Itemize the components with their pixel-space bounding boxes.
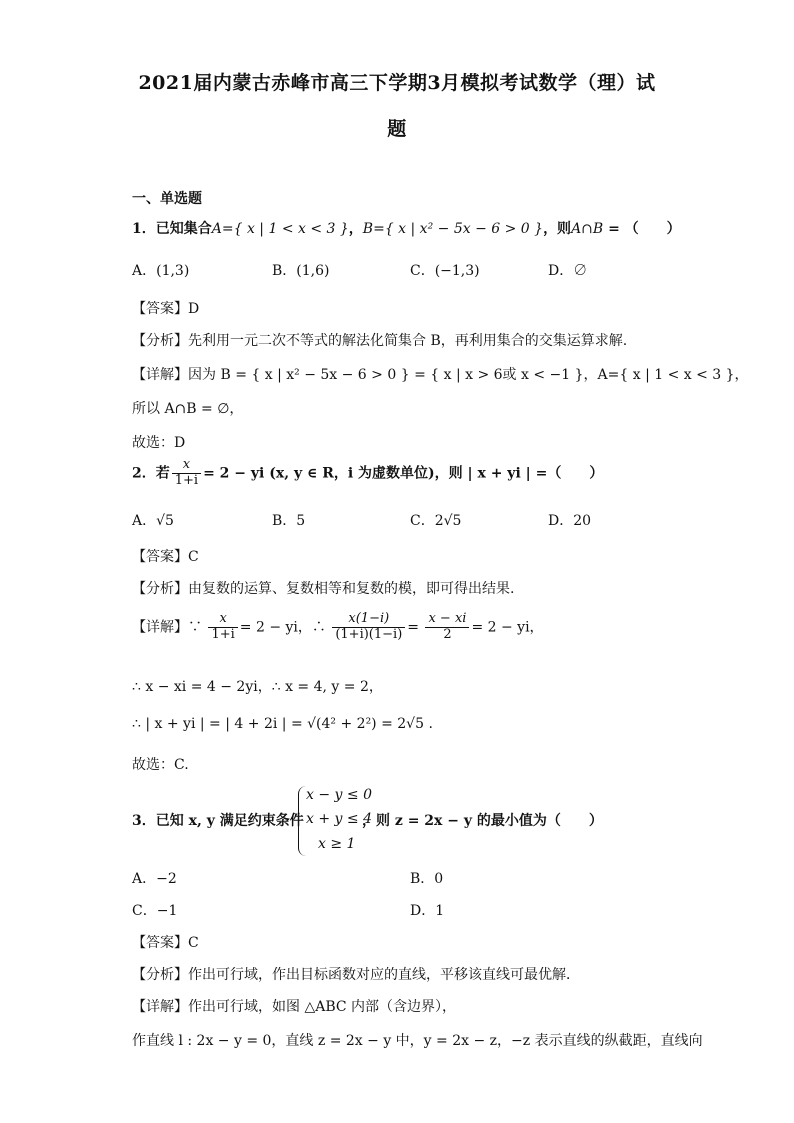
q1-choose: 故选：D bbox=[132, 435, 186, 451]
q2-d-f1-den: 1+i bbox=[211, 626, 235, 642]
q2-stem bbox=[132, 458, 603, 489]
q2-fraction bbox=[172, 458, 201, 489]
q2-detail bbox=[132, 612, 544, 643]
q2-detail-frac1 bbox=[208, 612, 237, 643]
q1-stem-a: 1．已知集合 bbox=[132, 221, 212, 237]
q2-answer: 【答案】C bbox=[132, 549, 199, 565]
q1-comma: ， bbox=[348, 221, 363, 237]
q2-d-f3-num: x − xi bbox=[425, 612, 469, 628]
q1-stem-c: = （ ） bbox=[603, 221, 681, 237]
q2-d-eq3: = 2 − yi， bbox=[471, 619, 544, 636]
q3-option-b: B．0 bbox=[410, 871, 444, 887]
q1-option-d: D．∅ bbox=[548, 263, 588, 279]
q2-rest: = 2 − yi (x, y ∈ R，i 为虚数单位)，则 | x + yi | =（ ） bbox=[203, 465, 604, 482]
q2-d-f3-den: 2 bbox=[443, 626, 452, 642]
doc-title-line1: 2021届内蒙古赤峰市高三下学期3月模拟考试数学（理）试 bbox=[138, 72, 656, 94]
section-heading: 一、单选题 bbox=[132, 191, 202, 207]
q2-analysis: 【分析】由复数的运算、复数相等和复数的模，即可得出结果. bbox=[132, 581, 515, 597]
q2-detail-tag: 【详解】 bbox=[132, 619, 188, 636]
q2-detail-frac3 bbox=[425, 612, 469, 643]
q1-setB: B={ x | x² − 5x − 6 > 0 } bbox=[362, 221, 544, 237]
q2-detail-frac2 bbox=[332, 612, 405, 643]
q3-option-c: C．−1 bbox=[132, 903, 178, 919]
q2-option-b: B．5 bbox=[272, 513, 306, 529]
q1-stem bbox=[132, 218, 681, 238]
q3-constraint-3: x ≥ 1 bbox=[318, 836, 356, 852]
doc-title-line2: 题 bbox=[387, 118, 407, 140]
q2-d-f1-num: x bbox=[208, 612, 237, 628]
q2-d-f2-num: x(1−i) bbox=[332, 612, 405, 628]
q1-answer: 【答案】D bbox=[132, 301, 200, 317]
q1-option-b: B．(1,6) bbox=[272, 263, 330, 279]
q2-option-a: A．√5 bbox=[132, 513, 174, 529]
q2-option-c: C．2√5 bbox=[410, 513, 462, 529]
q3-detail: 【详解】作出可行域，如图 △ABC 内部（含边界）， bbox=[132, 999, 457, 1015]
q2-d-eq2: = bbox=[407, 619, 420, 636]
q2-choose: 故选：C. bbox=[132, 757, 189, 773]
q1-option-c: C．(−1,3) bbox=[410, 263, 480, 279]
q2-step3: ∴ | x + yi | = | 4 + 2i | = √(4² + 2²) = 2√5 . bbox=[132, 716, 433, 732]
q1-detail: 【详解】因为 B = { x | x² − 5x − 6 > 0 } = { x | x > 6或 x < −1 }，A={ x | 1 < x < 3 }， bbox=[132, 367, 749, 383]
q2-frac-num: x bbox=[172, 458, 201, 474]
q3-stem-b: ，则 z = 2x − y 的最小值为（ ） bbox=[362, 813, 603, 829]
q3-constraint-2: x + y ≤ 4 bbox=[306, 811, 372, 827]
q2-d-f2-den: (1+i)(1−i) bbox=[335, 626, 403, 642]
q3-option-a: A．−2 bbox=[132, 871, 177, 887]
q3-answer: 【答案】C bbox=[132, 935, 199, 951]
q2-num: 2．若 bbox=[132, 465, 170, 482]
q3-option-d: D．1 bbox=[410, 903, 445, 919]
q3-detail2: 作直线 l : 2x − y = 0，直线 z = 2x − y 中，y = 2x − z，−z 表示直线的纵截距，直线向 bbox=[132, 1033, 703, 1049]
q1-setA: A={ x | 1 < x < 3 } bbox=[211, 221, 349, 237]
q1-so: 所以 A∩B = ∅， bbox=[132, 401, 244, 417]
q3-analysis: 【分析】作出可行域，作出目标函数对应的直线，平移该直线可最优解． bbox=[132, 967, 580, 983]
q3-constraint-1: x − y ≤ 0 bbox=[306, 787, 372, 803]
q3-stem-a: 3．已知 x, y 满足约束条件 bbox=[132, 813, 304, 829]
q2-frac-den: 1+i bbox=[174, 472, 199, 488]
q2-d-eq1: = 2 − yi，∴ bbox=[239, 619, 326, 636]
because-symbol: ∵ bbox=[188, 619, 202, 636]
q1-analysis: 【分析】先利用一元二次不等式的解法化简集合 B，再利用集合的交集运算求解. bbox=[132, 333, 628, 349]
q1-stem-b: ，则 bbox=[543, 221, 572, 237]
q2-option-d: D．20 bbox=[548, 513, 592, 529]
q1-expr: A∩B bbox=[571, 221, 604, 237]
q2-step2: ∴ x − xi = 4 − 2yi，∴ x = 4, y = 2， bbox=[132, 679, 383, 695]
q1-option-a: A．(1,3) bbox=[132, 263, 190, 279]
